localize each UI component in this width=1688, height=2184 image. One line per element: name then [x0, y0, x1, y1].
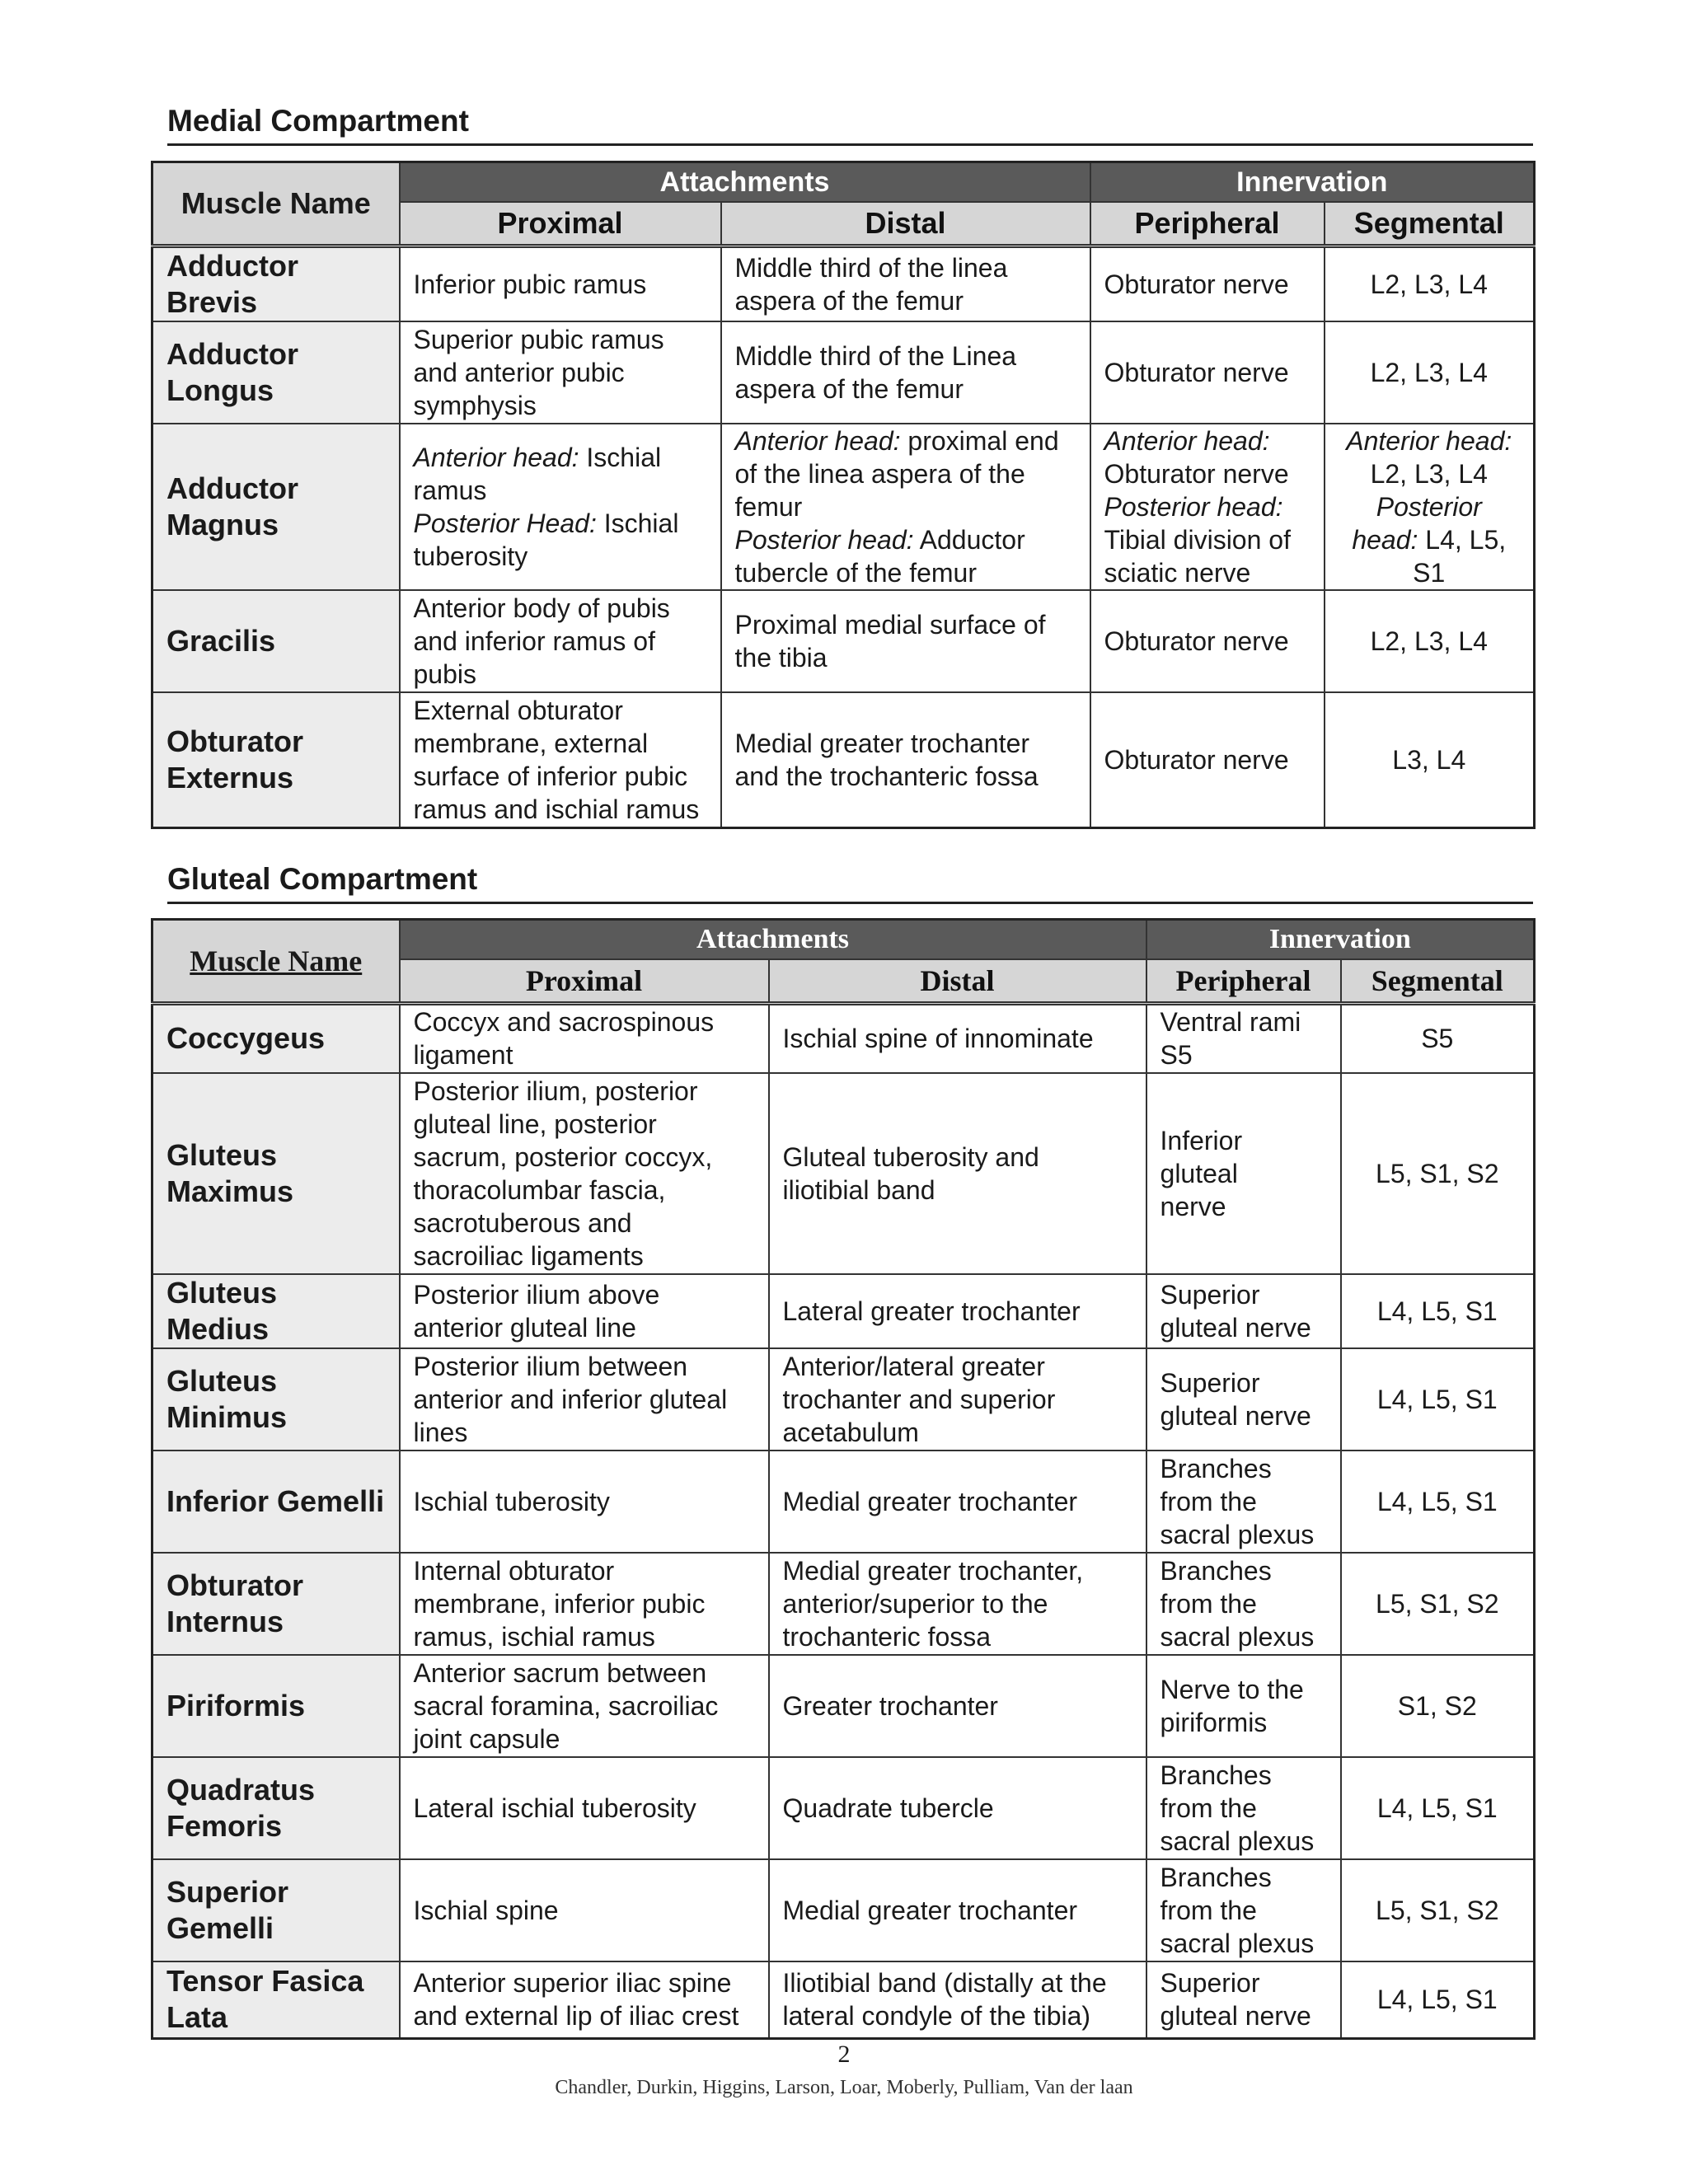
medial-compartment-table [151, 161, 1536, 829]
peripheral-nerve: Branches from the sacral plexus [1146, 1859, 1341, 1961]
peripheral-nerve: Branches from the sacral plexus [1146, 1553, 1341, 1655]
segmental-level: L2, L3, L4 [1325, 590, 1535, 692]
muscle-name: Obturator Internus [152, 1553, 400, 1655]
posterior-head-text: L4, L5, S1 [1413, 525, 1507, 588]
muscle-name: Gluteus Medius [152, 1274, 400, 1348]
medial-title-text: Medial Compartment [167, 104, 469, 138]
segmental-level: L4, L5, S1 [1341, 1757, 1535, 1859]
muscle-name: Obturator Externus [152, 692, 400, 827]
segmental-level: L4, L5, S1 [1341, 1961, 1535, 2039]
proximal-attachment: Posterior ilium between anterior and inferior gluteal lines [400, 1348, 769, 1451]
anterior-head-text: Ischial ramus [413, 443, 662, 505]
muscle-name: Gracilis [152, 590, 400, 692]
header-innervation: Innervation [1146, 920, 1535, 960]
segmental-level: L5, S1, S2 [1341, 1553, 1535, 1655]
distal-attachment: Medial greater trochanter, anterior/superior to the trochanteric fossa [769, 1553, 1146, 1655]
peripheral-nerve: Obturator nerve [1090, 246, 1325, 322]
distal-attachment: Medial greater trochanter and the trochanteric fossa [721, 692, 1090, 827]
proximal-attachment: Ischial tuberosity [400, 1451, 769, 1553]
header-peripheral: Peripheral [1090, 202, 1325, 246]
header-attachments: Attachments [400, 920, 1146, 960]
posterior-head-label: Posterior head: [1352, 492, 1482, 555]
table-row [152, 1655, 1535, 1757]
proximal-attachment: Anterior superior iliac spine and external lip of iliac crest [400, 1961, 769, 2039]
distal-attachment: Medial greater trochanter [769, 1451, 1146, 1553]
distal-attachment: Medial greater trochanter [769, 1859, 1146, 1961]
table-row [152, 424, 1535, 590]
header-muscle-name [152, 920, 400, 1004]
header-muscle-name: Muscle Name [152, 162, 400, 246]
segmental-level: S5 [1341, 1004, 1535, 1073]
peripheral-nerve: Branches from the sacral plexus [1146, 1451, 1341, 1553]
distal-attachment: Middle third of the Linea aspera of the femur [721, 321, 1090, 424]
proximal-attachment: External obturator membrane, external surface of inferior pubic ramus and ischial ramus [400, 692, 721, 827]
distal-attachment: Ischial spine of innominate [769, 1004, 1146, 1073]
muscle-name: Adductor Magnus [152, 424, 400, 590]
gluteal-title-text: Gluteal Compartment [167, 862, 478, 896]
distal-attachment: Lateral greater trochanter [769, 1274, 1146, 1348]
distal-attachment: Proximal medial surface of the tibia [721, 590, 1090, 692]
peripheral-nerve [1090, 424, 1325, 590]
segmental-level [1325, 424, 1535, 590]
proximal-attachment [400, 424, 721, 590]
table-row [152, 1274, 1535, 1348]
header-proximal: Proximal [400, 202, 721, 246]
proximal-attachment: Posterior ilium above anterior gluteal line [400, 1274, 769, 1348]
peripheral-nerve: Ventral rami S5 [1146, 1004, 1341, 1073]
proximal-attachment: Lateral ischial tuberosity [400, 1757, 769, 1859]
peripheral-nerve: Nerve to the piriformis [1146, 1655, 1341, 1757]
posterior-head-text: Ischial tuberosity [413, 509, 679, 571]
table-row [152, 1757, 1535, 1859]
table-row [152, 1553, 1535, 1655]
segmental-level: L5, S1, S2 [1341, 1859, 1535, 1961]
muscle-name: Superior Gemelli [152, 1859, 400, 1961]
table-row [152, 1348, 1535, 1451]
segmental-level: L5, S1, S2 [1341, 1073, 1535, 1274]
distal-attachment: Gluteal tuberosity and iliotibial band [769, 1073, 1146, 1274]
proximal-attachment: Coccyx and sacrospinous ligament [400, 1004, 769, 1073]
anterior-head-label: Anterior head: [413, 443, 579, 472]
proximal-attachment: Anterior body of pubis and inferior ramus of pubis [400, 590, 721, 692]
header-distal: Distal [721, 202, 1090, 246]
peripheral-nerve: Inferior gluteal nerve [1146, 1073, 1341, 1274]
table-row [152, 1451, 1535, 1553]
table-row [152, 321, 1535, 424]
anterior-head-text: Obturator nerve [1104, 459, 1289, 489]
header-attachments: Attachments [400, 162, 1090, 203]
posterior-head-text: Adductor tubercle of the femur [734, 525, 1025, 588]
author-credits: Chandler, Durkin, Higgins, Larson, Loar, Moberly, Pulliam, Van der laan [555, 2077, 1133, 2098]
muscle-name: Adductor Brevis [152, 246, 400, 322]
header-muscle-name-text: Muscle Name [190, 944, 363, 977]
segmental-level: S1, S2 [1341, 1655, 1535, 1757]
peripheral-nerve: Superior gluteal nerve [1146, 1274, 1341, 1348]
header-proximal: Proximal [400, 959, 769, 1004]
peripheral-nerve: Superior gluteal nerve [1146, 1348, 1341, 1451]
posterior-head-label: Posterior Head: [413, 509, 597, 538]
posterior-head-label: Posterior head: [1104, 492, 1283, 522]
proximal-attachment: Ischial spine [400, 1859, 769, 1961]
distal-attachment: Middle third of the linea aspera of the femur [721, 246, 1090, 322]
peripheral-nerve: Branches from the sacral plexus [1146, 1757, 1341, 1859]
proximal-attachment: Posterior ilium, posterior gluteal line, posterior sacrum, posterior coccyx, thoracolumbar fascia, sacrotuberous and sacroiliac ligaments [400, 1073, 769, 1274]
distal-attachment: Iliotibial band (distally at the lateral condyle of the tibia) [769, 1961, 1146, 2039]
peripheral-nerve: Superior gluteal nerve [1146, 1961, 1341, 2039]
table-row [152, 1859, 1535, 1961]
table-row [152, 1961, 1535, 2039]
proximal-attachment: Inferior pubic ramus [400, 246, 721, 322]
proximal-attachment: Anterior sacrum between sacral foramina, sacroiliac joint capsule [400, 1655, 769, 1757]
muscle-name: Adductor Longus [152, 321, 400, 424]
muscle-name: Piriformis [152, 1655, 400, 1757]
gluteal-section-title [167, 860, 1533, 904]
posterior-head-label: Posterior head: [734, 525, 914, 555]
muscle-name: Gluteus Minimus [152, 1348, 400, 1451]
anterior-head-text: L2, L3, L4 [1370, 459, 1488, 489]
anterior-head-label: Anterior head: [734, 426, 901, 456]
page-number: 2 [837, 2041, 851, 2068]
muscle-name: Quadratus Femoris [152, 1757, 400, 1859]
muscle-name: Tensor Fasica Lata [152, 1961, 400, 2039]
distal-attachment: Quadrate tubercle [769, 1757, 1146, 1859]
segmental-level: L2, L3, L4 [1325, 321, 1535, 424]
distal-attachment: Greater trochanter [769, 1655, 1146, 1757]
header-peripheral: Peripheral [1146, 959, 1341, 1004]
posterior-head-text: Tibial division of sciatic nerve [1104, 525, 1291, 588]
distal-attachment [721, 424, 1090, 590]
header-distal: Distal [769, 959, 1146, 1004]
peripheral-nerve: Obturator nerve [1090, 590, 1325, 692]
table-row [152, 590, 1535, 692]
peripheral-nerve: Obturator nerve [1090, 692, 1325, 827]
table-row [152, 1004, 1535, 1073]
table-row [152, 692, 1535, 827]
anterior-head-label: Anterior head: [1104, 426, 1270, 456]
muscle-name: Inferior Gemelli [152, 1451, 400, 1553]
medial-section-title [167, 102, 1533, 146]
gluteal-compartment-table [151, 918, 1536, 2040]
segmental-level: L2, L3, L4 [1325, 246, 1535, 322]
anterior-head-label: Anterior head: [1346, 426, 1512, 456]
segmental-level: L4, L5, S1 [1341, 1451, 1535, 1553]
muscle-name: Gluteus Maximus [152, 1073, 400, 1274]
header-segmental: Segmental [1341, 959, 1535, 1004]
segmental-level: L4, L5, S1 [1341, 1348, 1535, 1451]
muscle-name: Coccygeus [152, 1004, 400, 1073]
proximal-attachment: Internal obturator membrane, inferior pubic ramus, ischial ramus [400, 1553, 769, 1655]
segmental-level: L3, L4 [1325, 692, 1535, 827]
header-innervation: Innervation [1090, 162, 1535, 203]
segmental-level: L4, L5, S1 [1341, 1274, 1535, 1348]
table-row [152, 246, 1535, 322]
distal-attachment: Anterior/lateral greater trochanter and superior acetabulum [769, 1348, 1146, 1451]
header-segmental: Segmental [1325, 202, 1535, 246]
peripheral-nerve: Obturator nerve [1090, 321, 1325, 424]
anterior-head-text: proximal end of the linea aspera of the femur [734, 426, 1059, 522]
table-row [152, 1073, 1535, 1274]
proximal-attachment: Superior pubic ramus and anterior pubic symphysis [400, 321, 721, 424]
